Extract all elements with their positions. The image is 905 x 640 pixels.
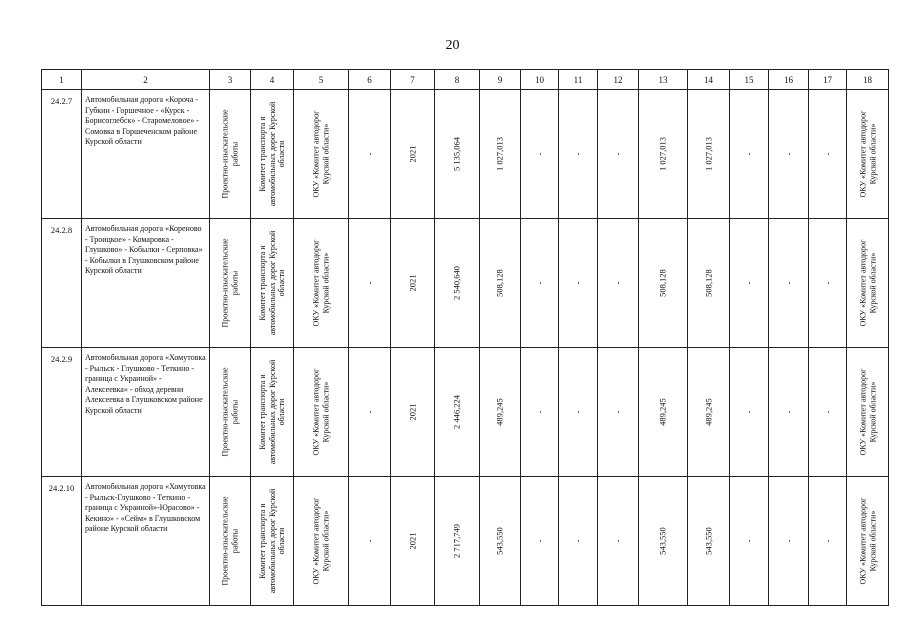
customer-cell <box>251 219 294 348</box>
executor-cell <box>294 90 349 219</box>
year: 2021 <box>406 145 417 163</box>
cell-17 <box>809 90 847 219</box>
cell-17 <box>809 477 847 606</box>
cell-9 <box>480 348 521 477</box>
cell-11 <box>559 348 598 477</box>
cell-9 <box>480 477 521 606</box>
cell-10 <box>521 348 559 477</box>
cell-12 <box>598 348 639 477</box>
value: - <box>533 539 544 543</box>
cell-9 <box>480 90 521 219</box>
road-name: Автомобильная дорога «Кореново - Троицкое» - Комаровка - Глушково» - Кобылки - Серповка» - Кобылки в Глушковском районе Курской области <box>82 219 210 348</box>
column-header: 17 <box>809 70 847 90</box>
cell-11 <box>559 477 598 606</box>
value: - <box>743 410 754 414</box>
value: - <box>821 152 832 156</box>
column-header: 1 <box>42 70 82 90</box>
year-cell <box>391 90 435 219</box>
value: - <box>821 281 832 285</box>
customer-cell <box>251 477 294 606</box>
cell-10 <box>521 477 559 606</box>
value: - <box>533 152 544 156</box>
responsible: ОКУ «Комитет автодорог Курской области» <box>858 239 877 327</box>
value: - <box>533 281 544 285</box>
value: 489,245 <box>702 398 713 426</box>
table-row <box>42 90 889 219</box>
cell-16 <box>769 90 809 219</box>
customer-cell <box>251 90 294 219</box>
road-name: Автомобильная дорога «Хомутовка - Рыльск-Глушково - Теткино - граница с Украиной»-Юрасово» - Кекино» - «Сейм» в Глушковском районе Курской области <box>82 477 210 606</box>
value: - <box>572 152 583 156</box>
cell-15 <box>730 219 769 348</box>
total-cell <box>435 219 480 348</box>
total: 2 717,749 <box>451 524 462 558</box>
value: - <box>572 539 583 543</box>
cell-10 <box>521 219 559 348</box>
table-row <box>42 477 889 606</box>
year: 2021 <box>406 403 417 421</box>
column-header: 13 <box>639 70 688 90</box>
value: - <box>363 152 374 156</box>
responsible-cell <box>847 90 889 219</box>
cell-14 <box>688 477 730 606</box>
row-code: 24.2.9 <box>42 348 82 477</box>
value: - <box>612 152 623 156</box>
responsible: ОКУ «Комитет автодорог Курской области» <box>858 110 877 198</box>
cell-10 <box>521 90 559 219</box>
value: 508,128 <box>657 269 668 297</box>
column-header: 6 <box>349 70 391 90</box>
cell-6 <box>349 477 391 606</box>
value: 543,550 <box>494 527 505 555</box>
column-header: 9 <box>480 70 521 90</box>
column-header: 4 <box>251 70 294 90</box>
responsible-cell <box>847 219 889 348</box>
executor-cell <box>294 477 349 606</box>
row-code: 24.2.7 <box>42 90 82 219</box>
customer: Комитет транспорта и автомобильных дорог Курской области <box>257 488 286 594</box>
customer: Комитет транспорта и автомобильных дорог Курской области <box>257 359 286 465</box>
column-header: 7 <box>391 70 435 90</box>
total-cell <box>435 90 480 219</box>
header-row <box>42 70 889 90</box>
cell-15 <box>730 477 769 606</box>
value: 1 027,013 <box>702 137 713 171</box>
road-name: Автомобильная дорога «Короча - Губкин - Горшечное - «Курск - Борисоглебск» - Старомеловое» - Сомовка в Горшеченском районе Курской области <box>82 90 210 219</box>
cell-14 <box>688 219 730 348</box>
cell-11 <box>559 90 598 219</box>
column-header: 16 <box>769 70 809 90</box>
work-type-cell <box>210 219 251 348</box>
column-header: 18 <box>847 70 889 90</box>
value: - <box>782 410 793 414</box>
column-header: 10 <box>521 70 559 90</box>
customer-cell <box>251 348 294 477</box>
executor-cell <box>294 348 349 477</box>
cell-11 <box>559 219 598 348</box>
cell-6 <box>349 348 391 477</box>
cell-15 <box>730 90 769 219</box>
column-header: 15 <box>730 70 769 90</box>
cell-9 <box>480 219 521 348</box>
cell-15 <box>730 348 769 477</box>
row-code: 24.2.10 <box>42 477 82 606</box>
value: 489,245 <box>494 398 505 426</box>
year: 2021 <box>406 532 417 550</box>
column-header: 5 <box>294 70 349 90</box>
total: 5 135,064 <box>451 137 462 171</box>
year-cell <box>391 219 435 348</box>
value: - <box>743 152 754 156</box>
customer: Комитет транспорта и автомобильных дорог Курской области <box>257 230 286 336</box>
cell-14 <box>688 348 730 477</box>
work-type: Проектно-изыскательские работы <box>220 367 239 457</box>
executor: ОКУ «Комитет автодорог Курской области» <box>311 368 330 456</box>
value: - <box>612 410 623 414</box>
total: 2 446,224 <box>451 395 462 429</box>
year-cell <box>391 477 435 606</box>
cell-13 <box>639 477 688 606</box>
value: - <box>782 152 793 156</box>
value: 489,245 <box>657 398 668 426</box>
column-header: 12 <box>598 70 639 90</box>
value: - <box>572 281 583 285</box>
responsible: ОКУ «Комитет автодорог Курской области» <box>858 368 877 456</box>
work-type: Проектно-изыскательские работы <box>220 238 239 328</box>
value: 508,128 <box>702 269 713 297</box>
cell-12 <box>598 219 639 348</box>
executor-cell <box>294 219 349 348</box>
value: - <box>612 539 623 543</box>
value: - <box>363 539 374 543</box>
value: 1 027,013 <box>657 137 668 171</box>
responsible-cell <box>847 477 889 606</box>
road-name: Автомобильная дорога «Хомутовка - Рыльск - Глушково - Теткино - граница с Украиной» - Алексеевка» - обход деревни Алексеевка в Глушковском районе Курской области <box>82 348 210 477</box>
cell-16 <box>769 219 809 348</box>
cell-13 <box>639 348 688 477</box>
responsible-cell <box>847 348 889 477</box>
cell-17 <box>809 348 847 477</box>
executor: ОКУ «Комитет автодорог Курской области» <box>311 497 330 585</box>
year: 2021 <box>406 274 417 292</box>
value: - <box>363 410 374 414</box>
value: 1 027,013 <box>494 137 505 171</box>
cell-14 <box>688 90 730 219</box>
value: - <box>743 281 754 285</box>
customer: Комитет транспорта и автомобильных дорог Курской области <box>257 101 286 207</box>
value: 543,550 <box>702 527 713 555</box>
total-cell <box>435 348 480 477</box>
work-type-cell <box>210 477 251 606</box>
cell-16 <box>769 477 809 606</box>
value: - <box>612 281 623 285</box>
year-cell <box>391 348 435 477</box>
cell-6 <box>349 219 391 348</box>
cell-12 <box>598 90 639 219</box>
value: 508,128 <box>494 269 505 297</box>
table-row <box>42 219 889 348</box>
work-type: Проектно-изыскательские работы <box>220 496 239 586</box>
document-table <box>41 69 889 606</box>
responsible: ОКУ «Комитет автодорог Курской области» <box>858 497 877 585</box>
value: 543,550 <box>657 527 668 555</box>
total: 2 540,640 <box>451 266 462 300</box>
page-number: 20 <box>445 38 460 53</box>
value: - <box>782 281 793 285</box>
cell-13 <box>639 90 688 219</box>
cell-17 <box>809 219 847 348</box>
cell-6 <box>349 90 391 219</box>
value: - <box>821 410 832 414</box>
column-header: 14 <box>688 70 730 90</box>
row-code: 24.2.8 <box>42 219 82 348</box>
value: - <box>572 410 583 414</box>
cell-12 <box>598 477 639 606</box>
column-header: 11 <box>559 70 598 90</box>
value: - <box>782 539 793 543</box>
work-type-cell <box>210 90 251 219</box>
table-row <box>42 348 889 477</box>
cell-13 <box>639 219 688 348</box>
work-type-cell <box>210 348 251 477</box>
executor: ОКУ «Комитет автодорог Курской области» <box>311 239 330 327</box>
value: - <box>821 539 832 543</box>
total-cell <box>435 477 480 606</box>
value: - <box>533 410 544 414</box>
column-header: 3 <box>210 70 251 90</box>
column-header: 8 <box>435 70 480 90</box>
value: - <box>363 281 374 285</box>
cell-16 <box>769 348 809 477</box>
work-type: Проектно-изыскательские работы <box>220 109 239 199</box>
column-header: 2 <box>82 70 210 90</box>
value: - <box>743 539 754 543</box>
executor: ОКУ «Комитет автодорог Курской области» <box>311 110 330 198</box>
